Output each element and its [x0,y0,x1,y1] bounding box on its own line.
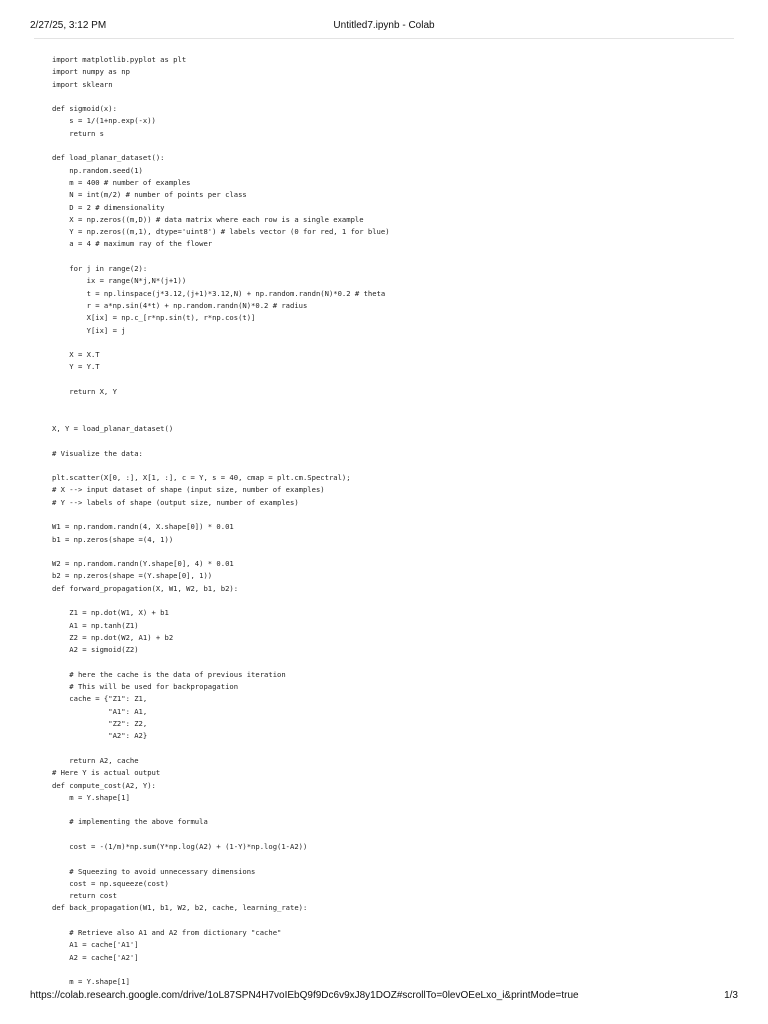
code-line: t = np.linspace(j*3.12,(j+1)*3.12,N) + np.random.randn(N)*0.2 # theta [52,288,386,298]
code-line: X[ix] = np.c_[r*np.sin(t), r*np.cos(t)] [52,313,256,323]
code-line: import matplotlib.pyplot as plt [52,55,187,64]
code-line: b2 = np.zeros(shape =(Y.shape[0], 1)) [52,571,213,581]
code-line: A1 = cache['A1'] [52,940,139,950]
code-line: def sigmoid(x): [52,104,117,114]
code-line: m = 400 # number of examples [52,177,191,187]
code-line: Y[ix] = j [52,325,126,335]
code-line [52,91,732,103]
header-divider [34,38,734,39]
code-line: cost = np.squeeze(cost) [52,878,169,888]
code-line: def load_planar_dataset(): [52,153,165,163]
code-line: return s [52,128,104,138]
code-line [52,915,732,927]
page-number: 1/3 [724,990,738,1001]
code-line [52,657,732,669]
code-line: # implementing the above formula [52,817,208,827]
code-line [52,460,732,472]
code-cell[interactable] [52,54,732,989]
code-line: def back_propagation(W1, b1, W2, b2, cache, learning_rate): [52,903,308,913]
code-line [52,435,732,447]
print-footer [0,990,768,1024]
code-line: cache = {"Z1": Z1, [52,694,148,704]
code-line: "Z2": Z2, [52,719,148,729]
code-line: import numpy as np [52,67,130,77]
code-line: # This will be used for backpropagation [52,682,239,692]
code-line: np.random.seed(1) [52,165,143,175]
print-header [0,0,768,40]
code-line: N = int(m/2) # number of points per class [52,190,247,200]
code-line [52,964,732,976]
code-line: r = a*np.sin(4*t) + np.random.randn(N)*0.2 # radius [52,300,308,310]
code-line [52,337,732,349]
print-datetime: 2/27/25, 3:12 PM [30,20,107,31]
code-line: s = 1/(1+np.exp(-x)) [52,116,156,126]
code-line: # X --> input dataset of shape (input size, number of examples) [52,485,325,495]
code-line: m = Y.shape[1] [52,977,130,987]
code-line: return X, Y [52,387,117,397]
code-line [52,595,732,607]
code-line: Z2 = np.dot(W2, A1) + b2 [52,632,174,642]
code-line: "A2": A2} [52,731,148,741]
code-line: X, Y = load_planar_dataset() [52,423,174,433]
code-line: # Retrieve also A1 and A2 from dictionary "cache" [52,928,282,938]
code-line: A2 = sigmoid(Z2) [52,645,139,655]
code-line: # here the cache is the data of previous iteration [52,669,286,679]
code-line: def forward_propagation(X, W1, W2, b1, b2): [52,583,239,593]
code-line: cost = -(1/m)*np.sum(Y*np.log(A2) + (1-Y)*np.log(1-A2)) [52,842,308,851]
code-line: Z1 = np.dot(W1, X) + b1 [52,608,169,618]
code-line: a = 4 # maximum ray of the flower [52,239,213,249]
code-line: # Visualize the data: [52,448,143,458]
code-line: m = Y.shape[1] [52,792,130,802]
code-line: W1 = np.random.randn(4, X.shape[0]) * 0.01 [52,522,234,532]
code-line: import sklearn [52,79,113,89]
code-line: b1 = np.zeros(shape =(4, 1)) [52,534,174,544]
code-line [52,804,732,816]
code-line: ix = range(N*j,N*(j+1)) [52,276,187,286]
code-line: Y = Y.T [52,362,100,372]
code-line [52,509,732,521]
code-line: plt.scatter(X[0, :], X[1, :], c = Y, s = 40, cmap = plt.cm.Spectral); [52,473,351,483]
code-line: # Here Y is actual output [52,768,161,778]
code-line: # Y --> labels of shape (output size, number of examples) [52,497,299,507]
code-line: A2 = cache['A2'] [52,952,139,962]
code-line: Y = np.zeros((m,1), dtype='uint8') # labels vector (0 for red, 1 for blue) [52,227,390,237]
code-line: D = 2 # dimensionality [52,202,165,212]
code-line [52,398,732,410]
code-line: X = X.T [52,350,100,360]
code-line: W2 = np.random.randn(Y.shape[0], 4) * 0.01 [52,559,234,569]
code-line [52,743,732,755]
code-line: "A1": A1, [52,706,148,716]
code-line [52,853,732,865]
page-url[interactable]: https://colab.research.google.com/drive/1oL87SPN4H7voIEbQ9f9Dc6v9xJ8y1DOZ#scrollTo=0levOEeLxo_i&printMode=true [30,990,579,1001]
code-line [52,251,732,263]
code-line [52,374,732,386]
code-line [52,140,732,152]
code-line: X = np.zeros((m,D)) # data matrix where each row is a single example [52,214,364,224]
code-line: for j in range(2): [52,264,148,274]
code-line [52,829,732,841]
code-line: return cost [52,891,117,901]
code-line [52,546,732,558]
code-line [52,411,732,423]
code-line: A1 = np.tanh(Z1) [52,620,139,630]
notebook-title: Untitled7.ipynb - Colab [333,20,435,31]
code-line: def compute_cost(A2, Y): [52,780,156,790]
code-line: return A2, cache [52,755,139,765]
code-line: # Squeezing to avoid unnecessary dimensions [52,866,256,876]
